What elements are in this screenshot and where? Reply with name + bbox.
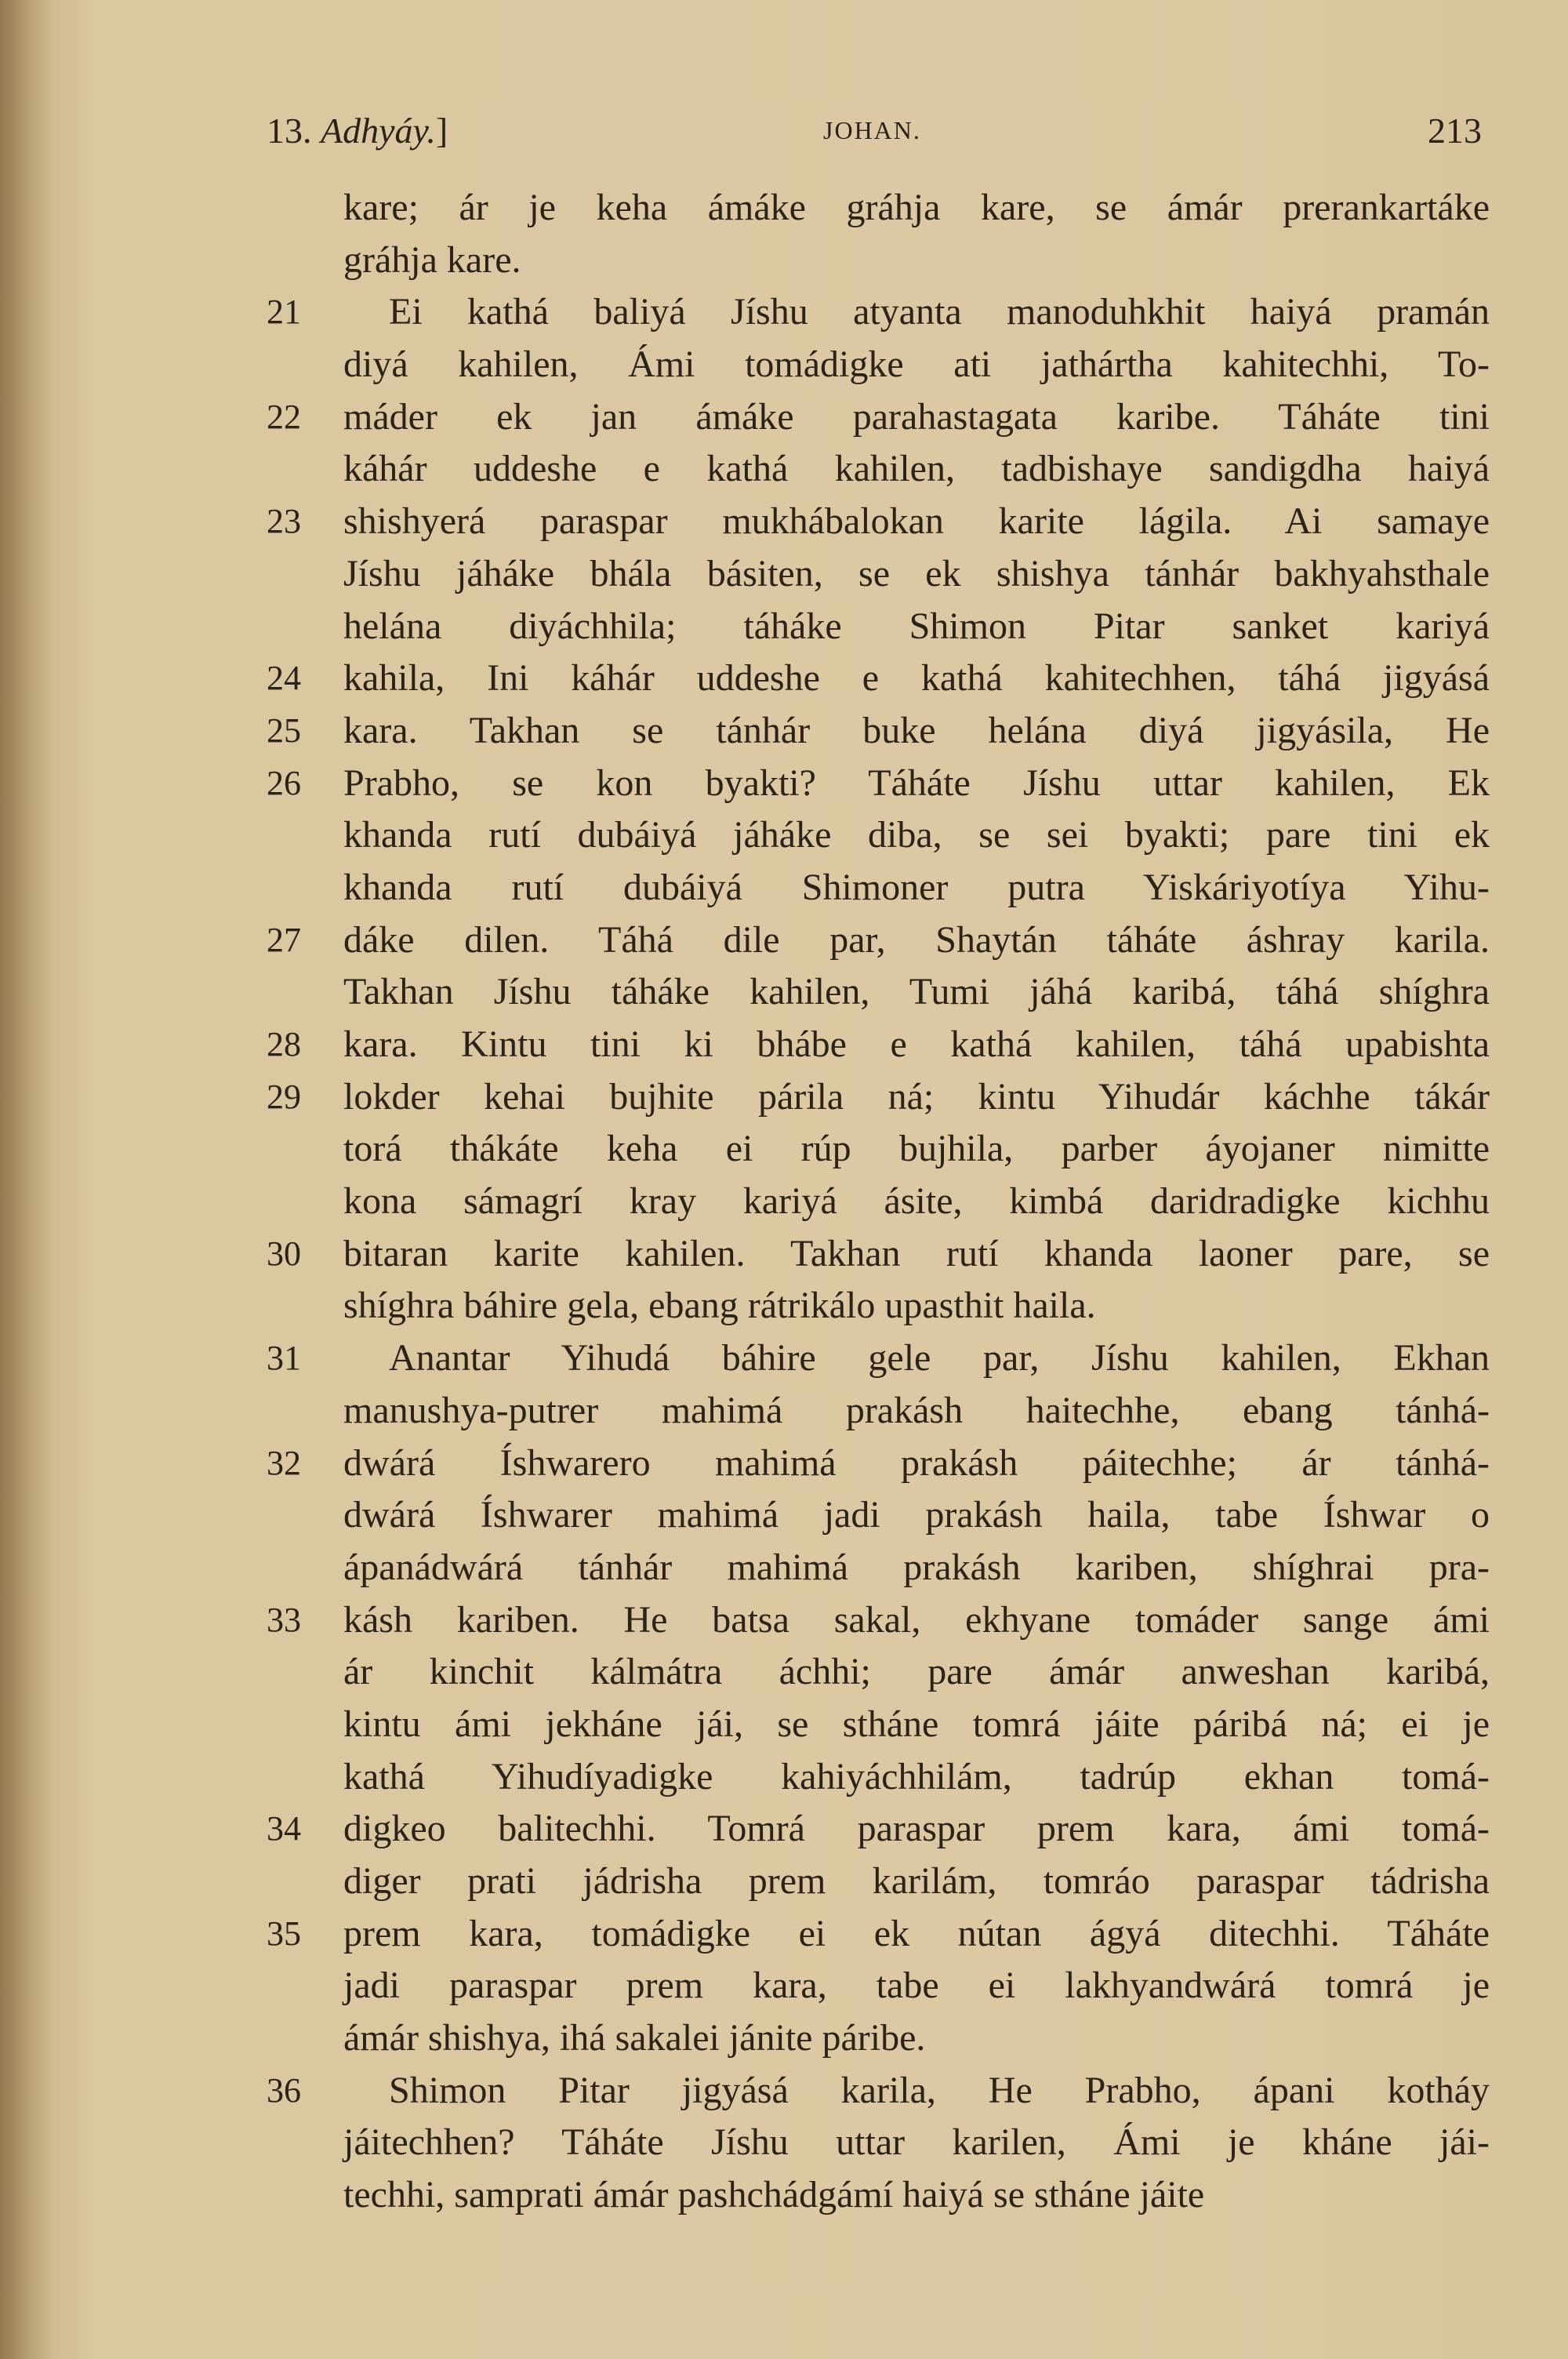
line-text: torá thákáte keha ei rúp bujhila, parber áyojaner nimitte bbox=[343, 1128, 1490, 1170]
verse-number: 35 bbox=[267, 1914, 301, 1953]
verse-number: 34 bbox=[267, 1809, 301, 1848]
line-text: bitaran karite kahilen. Takhan rutí khanda laoner pare, se bbox=[343, 1232, 1490, 1274]
line-text: dwárá Íshwarero mahimá prakásh páitechhe; ár tánhá- bbox=[343, 1441, 1490, 1484]
verse-number: 27 bbox=[267, 920, 301, 959]
text-line bbox=[267, 1071, 1490, 1124]
text-line bbox=[267, 652, 1490, 705]
text-line bbox=[267, 914, 1490, 967]
line-text: prem kara, tomádigke ei ek nútan ágyá ditechhi. Táháte bbox=[343, 1912, 1490, 1954]
text-line bbox=[267, 1332, 1490, 1385]
line-text: dwárá Íshwarer mahimá jadi prakásh haila, tabe Íshwar o bbox=[343, 1494, 1490, 1536]
book-title: JOHAN. bbox=[823, 116, 921, 144]
text-line bbox=[267, 1228, 1490, 1281]
text-line bbox=[267, 1489, 1490, 1542]
text-line bbox=[267, 1646, 1490, 1699]
text-line bbox=[267, 339, 1490, 391]
verse-number: 25 bbox=[267, 711, 301, 750]
text-line bbox=[267, 391, 1490, 444]
line-text: khanda rutí dubáiyá Shimoner putra Yiskáriyotíya Yihu- bbox=[343, 866, 1490, 908]
verse-number: 32 bbox=[267, 1443, 301, 1482]
line-text: ápanádwárá tánhár mahimá prakásh kariben, shíghrai pra- bbox=[343, 1546, 1490, 1588]
text-line bbox=[267, 1123, 1490, 1176]
verse-number: 22 bbox=[267, 397, 301, 436]
verse-number: 29 bbox=[267, 1077, 301, 1116]
running-header bbox=[267, 110, 1482, 157]
text-line bbox=[267, 862, 1490, 914]
line-text: káhár uddeshe e kathá kahilen, tadbishaye sandigdha haiyá bbox=[343, 448, 1490, 490]
page-number: 213 bbox=[1428, 111, 1482, 151]
line-text: diyá kahilen, Ámi tomádigke ati jathártha kahitechhi, To- bbox=[343, 343, 1490, 386]
line-text: diger prati jádrisha prem karilám, tomráo paraspar tádrisha bbox=[343, 1860, 1490, 1902]
text-line bbox=[267, 496, 1490, 548]
line-text: shishyerá paraspar mukhábalokan karite lágila. Ai samaye bbox=[343, 500, 1490, 543]
text-line bbox=[267, 1699, 1490, 1751]
line-text: khanda rutí dubáiyá jáháke diba, se sei byakti; pare tini ek bbox=[343, 814, 1490, 856]
text-line bbox=[267, 809, 1490, 862]
line-text: máder ek jan ámáke parahastagata karibe. Táháte tini bbox=[343, 395, 1490, 438]
line-text: kásh kariben. He batsa sakal, ekhyane tomáder sange ámi bbox=[343, 1598, 1490, 1641]
text-line bbox=[267, 2065, 1490, 2117]
text-line bbox=[267, 1803, 1490, 1856]
line-text: kintu ámi jekháne jái, se stháne tomrá jáite páribá ná; ei je bbox=[343, 1703, 1490, 1745]
text-line bbox=[267, 705, 1490, 758]
line-text: ár kinchit kálmátra áchhi; pare ámár anweshan karibá, bbox=[343, 1651, 1490, 1693]
text-line bbox=[267, 1960, 1490, 2012]
line-text: jadi paraspar prem kara, tabe ei lakhyandwárá tomrá je bbox=[343, 1965, 1490, 2007]
text-line bbox=[267, 548, 1490, 601]
text-line bbox=[267, 2012, 1490, 2065]
verse-number: 23 bbox=[267, 502, 301, 541]
verse-number: 31 bbox=[267, 1339, 301, 1378]
text-line bbox=[267, 758, 1490, 810]
verse-number: 28 bbox=[267, 1025, 301, 1063]
text-line bbox=[267, 1908, 1490, 1961]
text-line bbox=[267, 1019, 1490, 1071]
text-line bbox=[267, 1385, 1490, 1438]
line-text: kare; ár je keha ámáke gráhja kare, se ámár prerankartáke bbox=[343, 187, 1490, 228]
line-text: helána diyáchhila; táháke Shimon Pitar sanket kariyá bbox=[343, 605, 1490, 647]
text-line bbox=[267, 234, 1490, 287]
line-text: kara. Takhan se tánhár buke helána diyá jigyásila, He bbox=[343, 709, 1490, 751]
text-line bbox=[267, 1438, 1490, 1490]
text-line bbox=[267, 966, 1490, 1019]
text-line bbox=[267, 1542, 1490, 1594]
text-line bbox=[267, 2169, 1490, 2222]
line-text: Prabho, se kon byakti? Táháte Jíshu uttar kahilen, Ek bbox=[343, 761, 1490, 804]
line-text: techhi, samprati ámár pashchádgámí haiyá se stháne jáite bbox=[343, 2174, 1205, 2216]
line-text: Anantar Yihudá báhire gele par, Jíshu kahilen, Ekhan bbox=[389, 1337, 1490, 1379]
line-text: lokder kehai bujhite párila ná; kintu Yihudár káchhe tákár bbox=[343, 1075, 1490, 1118]
verse-number: 21 bbox=[267, 293, 301, 332]
text-line bbox=[267, 1856, 1490, 1908]
line-text: digkeo balitechhi. Tomrá paraspar prem kara, ámi tomá- bbox=[343, 1808, 1490, 1850]
line-text: ámár shishya, ihá sakalei jánite páribe. bbox=[343, 2017, 926, 2059]
line-text: kahila, Ini káhár uddeshe e kathá kahitechhen, táhá jigyásá bbox=[343, 657, 1490, 700]
verse-number: 26 bbox=[267, 763, 301, 802]
text-line bbox=[267, 182, 1490, 234]
text-line bbox=[267, 2117, 1490, 2169]
verse-number: 36 bbox=[267, 2070, 301, 2110]
line-text: kathá Yihudíyadigke kahiyáchhilám, tadrúp ekhan tomá- bbox=[343, 1755, 1490, 1797]
verse-number: 24 bbox=[267, 659, 301, 698]
line-text: kara. Kintu tini ki bhábe e kathá kahilen, táhá upabishta bbox=[343, 1023, 1490, 1065]
line-text: kona sámagrí kray kariyá ásite, kimbá daridradigke kichhu bbox=[343, 1180, 1490, 1223]
line-text: shíghra báhire gela, ebang rátrikálo upasthit haila. bbox=[343, 1285, 1096, 1327]
line-text: dáke dilen. Táhá dile par, Shaytán táháte áshray karila. bbox=[343, 918, 1490, 961]
body-text bbox=[267, 182, 1490, 2222]
text-line bbox=[267, 286, 1490, 339]
line-text: gráhja kare. bbox=[343, 238, 521, 281]
text-line bbox=[267, 443, 1490, 496]
verse-number: 33 bbox=[267, 1600, 301, 1639]
line-text: jáitechhen? Táháte Jíshu uttar karilen, Ámi je kháne jái- bbox=[343, 2121, 1490, 2164]
line-text: manushya-putrer mahimá prakásh haitechhe, ebang tánhá- bbox=[343, 1389, 1490, 1431]
text-line bbox=[267, 1176, 1490, 1228]
text-line bbox=[267, 1280, 1490, 1332]
verse-number: 30 bbox=[267, 1234, 301, 1273]
text-line bbox=[267, 1751, 1490, 1804]
text-line bbox=[267, 601, 1490, 653]
text-line bbox=[267, 1594, 1490, 1647]
line-text: Jíshu jáháke bhála básiten, se ek shishya tánhár bakhyahsthale bbox=[343, 552, 1490, 594]
line-text: Shimon Pitar jigyásá karila, He Prabho, ápani kotháy bbox=[389, 2069, 1490, 2111]
line-text: Ei kathá baliyá Jíshu atyanta manoduhkhit haiyá pramán bbox=[389, 291, 1490, 333]
chapter-label: 13. Adhyáy.] bbox=[267, 111, 448, 151]
line-text: Takhan Jíshu táháke kahilen, Tumi jáhá karibá, táhá shíghra bbox=[343, 971, 1490, 1013]
spine-shadow bbox=[0, 0, 55, 2359]
